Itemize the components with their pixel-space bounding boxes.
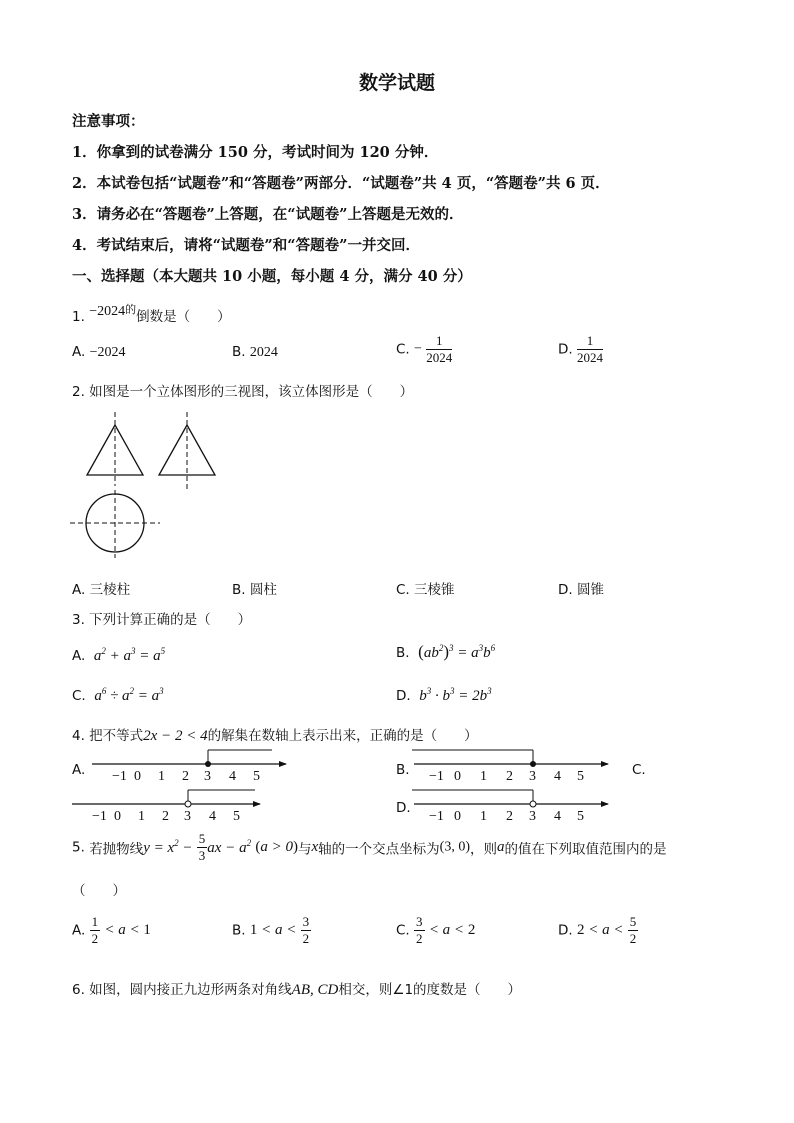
tick-label: 1: [480, 769, 487, 784]
tick-label: 2: [506, 769, 513, 784]
tick-label: 3: [204, 769, 211, 784]
number-line-c-ticks: [92, 809, 240, 824]
q3-option-b: B. $(ab^2)^3 = a^3b^6$: [396, 642, 496, 661]
number-line-d: [412, 784, 617, 826]
tick-label: 0: [454, 809, 461, 824]
question-5: 5. 若抛物线$y = x^2$ − $\frac{5}{3}$ ax − $a^2$ (a > 0)与x轴的一个交点坐标为(3, 0)，则a的值在下列取值范围内的是: [72, 831, 667, 863]
tick-label: 2: [182, 769, 189, 784]
tick-label: 2: [162, 809, 169, 824]
q2-option-d: D. 圆锥: [558, 582, 604, 598]
tick-label: −1: [429, 769, 444, 784]
page-title: 数学试题: [358, 72, 435, 94]
number-line-a-ticks: [112, 769, 260, 784]
q2-option-c: C. 三棱锥: [396, 582, 455, 598]
tick-label: 3: [184, 809, 191, 824]
tick-label: 5: [577, 809, 584, 824]
q4-inequality: 2x − 2 < 4: [143, 728, 208, 744]
q5-point: (3, 0): [439, 839, 470, 855]
q2-option-a: A. 三棱柱: [72, 582, 131, 598]
q1-de: 的: [125, 303, 137, 316]
q4-label-a: A.: [72, 762, 86, 778]
notice-item-3: 3．请务必在“答题卷”上答题，在“试题卷”上答题是无效的．: [72, 206, 464, 223]
question-6: 6. 如图，圆内接正九边形两条对角线AB, CD相交，则∠1的度数是（ ）: [72, 982, 522, 998]
q1-number: 1.: [72, 309, 85, 325]
q4-label-c: C.: [632, 762, 646, 778]
number-line-d-ticks: [429, 809, 584, 824]
q3-option-d: D. $b^3 \cdot b^3 = 2b^3$: [396, 686, 492, 704]
q1-option-c-fraction: $\frac{1}{2024}$: [426, 333, 453, 365]
notice-heading: 注意事项：: [72, 113, 145, 130]
q3-option-a: A. $a^2 + a^3 = a^5$: [72, 646, 166, 664]
tick-label: 5: [577, 769, 584, 784]
q2-option-b: B. 圆柱: [232, 582, 277, 598]
number-line-a: [90, 744, 295, 786]
tick-label: 1: [480, 809, 487, 824]
question-4: 4. 把不等式2x − 2 < 4的解集在数轴上表示出来，正确的是（ ）: [72, 728, 478, 744]
q5-paren: （ ）: [72, 883, 126, 899]
tick-label: 4: [229, 769, 236, 784]
tick-label: 3: [529, 769, 536, 784]
tick-label: 4: [554, 769, 561, 784]
three-view-figure: [60, 408, 230, 563]
q3-option-c: C. $a^6 \div a^2 = a^3$: [72, 686, 164, 704]
tick-label: 1: [158, 769, 165, 784]
top-view: [70, 490, 160, 558]
q1-option-b: B. 2024: [232, 344, 278, 360]
number-line-b: [412, 744, 617, 786]
notice-item-2: 2．本试卷包括“试题卷”和“答题卷”两部分．“试题卷”共 4 页，“答题卷”共 6 页．: [72, 175, 610, 192]
section-heading: 一、选择题（本大题共 10 小题，每小题 4 分，满分 40 分）: [72, 268, 472, 285]
front-view: [87, 412, 143, 486]
q5-option-d: D. 2 < a < $\frac{5}{2}$: [558, 914, 637, 946]
tick-label: 0: [114, 809, 121, 824]
tick-label: 0: [454, 769, 461, 784]
q1-option-a: A. −2024: [72, 344, 126, 360]
tick-label: 5: [253, 769, 260, 784]
notice-item-1: 1．你拿到的试卷满分 150 分，考试时间为 120 分钟．: [72, 144, 439, 161]
tick-label: 4: [554, 809, 561, 824]
tick-label: −1: [429, 809, 444, 824]
q1-text: 倒数是（ ）: [136, 309, 231, 325]
tick-label: 5: [233, 809, 240, 824]
tick-label: −1: [92, 809, 107, 824]
q5-option-a: A. $\frac{1}{2}$ < a < 1: [72, 914, 151, 946]
q5-option-c: C. $\frac{3}{2}$ < a < 2: [396, 914, 476, 946]
question-2: 2. 如图是一个立体图形的三视图，该立体图形是（ ）: [72, 384, 414, 400]
question-3: 3. 下列计算正确的是（ ）: [72, 612, 252, 628]
tick-label: 4: [209, 809, 216, 824]
q1-option-d-fraction: $\frac{1}{2024}$: [576, 333, 603, 365]
q5-option-b: B. 1 < a < $\frac{3}{2}$: [232, 914, 310, 946]
question-1: [72, 305, 231, 326]
tick-label: 3: [529, 809, 536, 824]
q1-expr: −2024: [89, 304, 126, 319]
tick-label: −1: [112, 769, 127, 784]
q4-label-d: D.: [396, 800, 411, 816]
tick-label: 1: [138, 809, 145, 824]
q1-option-c: C. − $\frac{1}{2024}$: [396, 333, 453, 365]
q4-label-b: B.: [396, 762, 410, 778]
number-line-c: [70, 784, 270, 826]
side-view: [159, 412, 215, 492]
tick-label: 0: [134, 769, 141, 784]
tick-label: 2: [506, 809, 513, 824]
notice-item-4: 4．考试结束后，请将“试题卷”和“答题卷”一并交回．: [72, 237, 420, 254]
q1-option-d: D. $\frac{1}{2024}$: [558, 333, 603, 365]
number-line-b-ticks: [429, 769, 584, 784]
